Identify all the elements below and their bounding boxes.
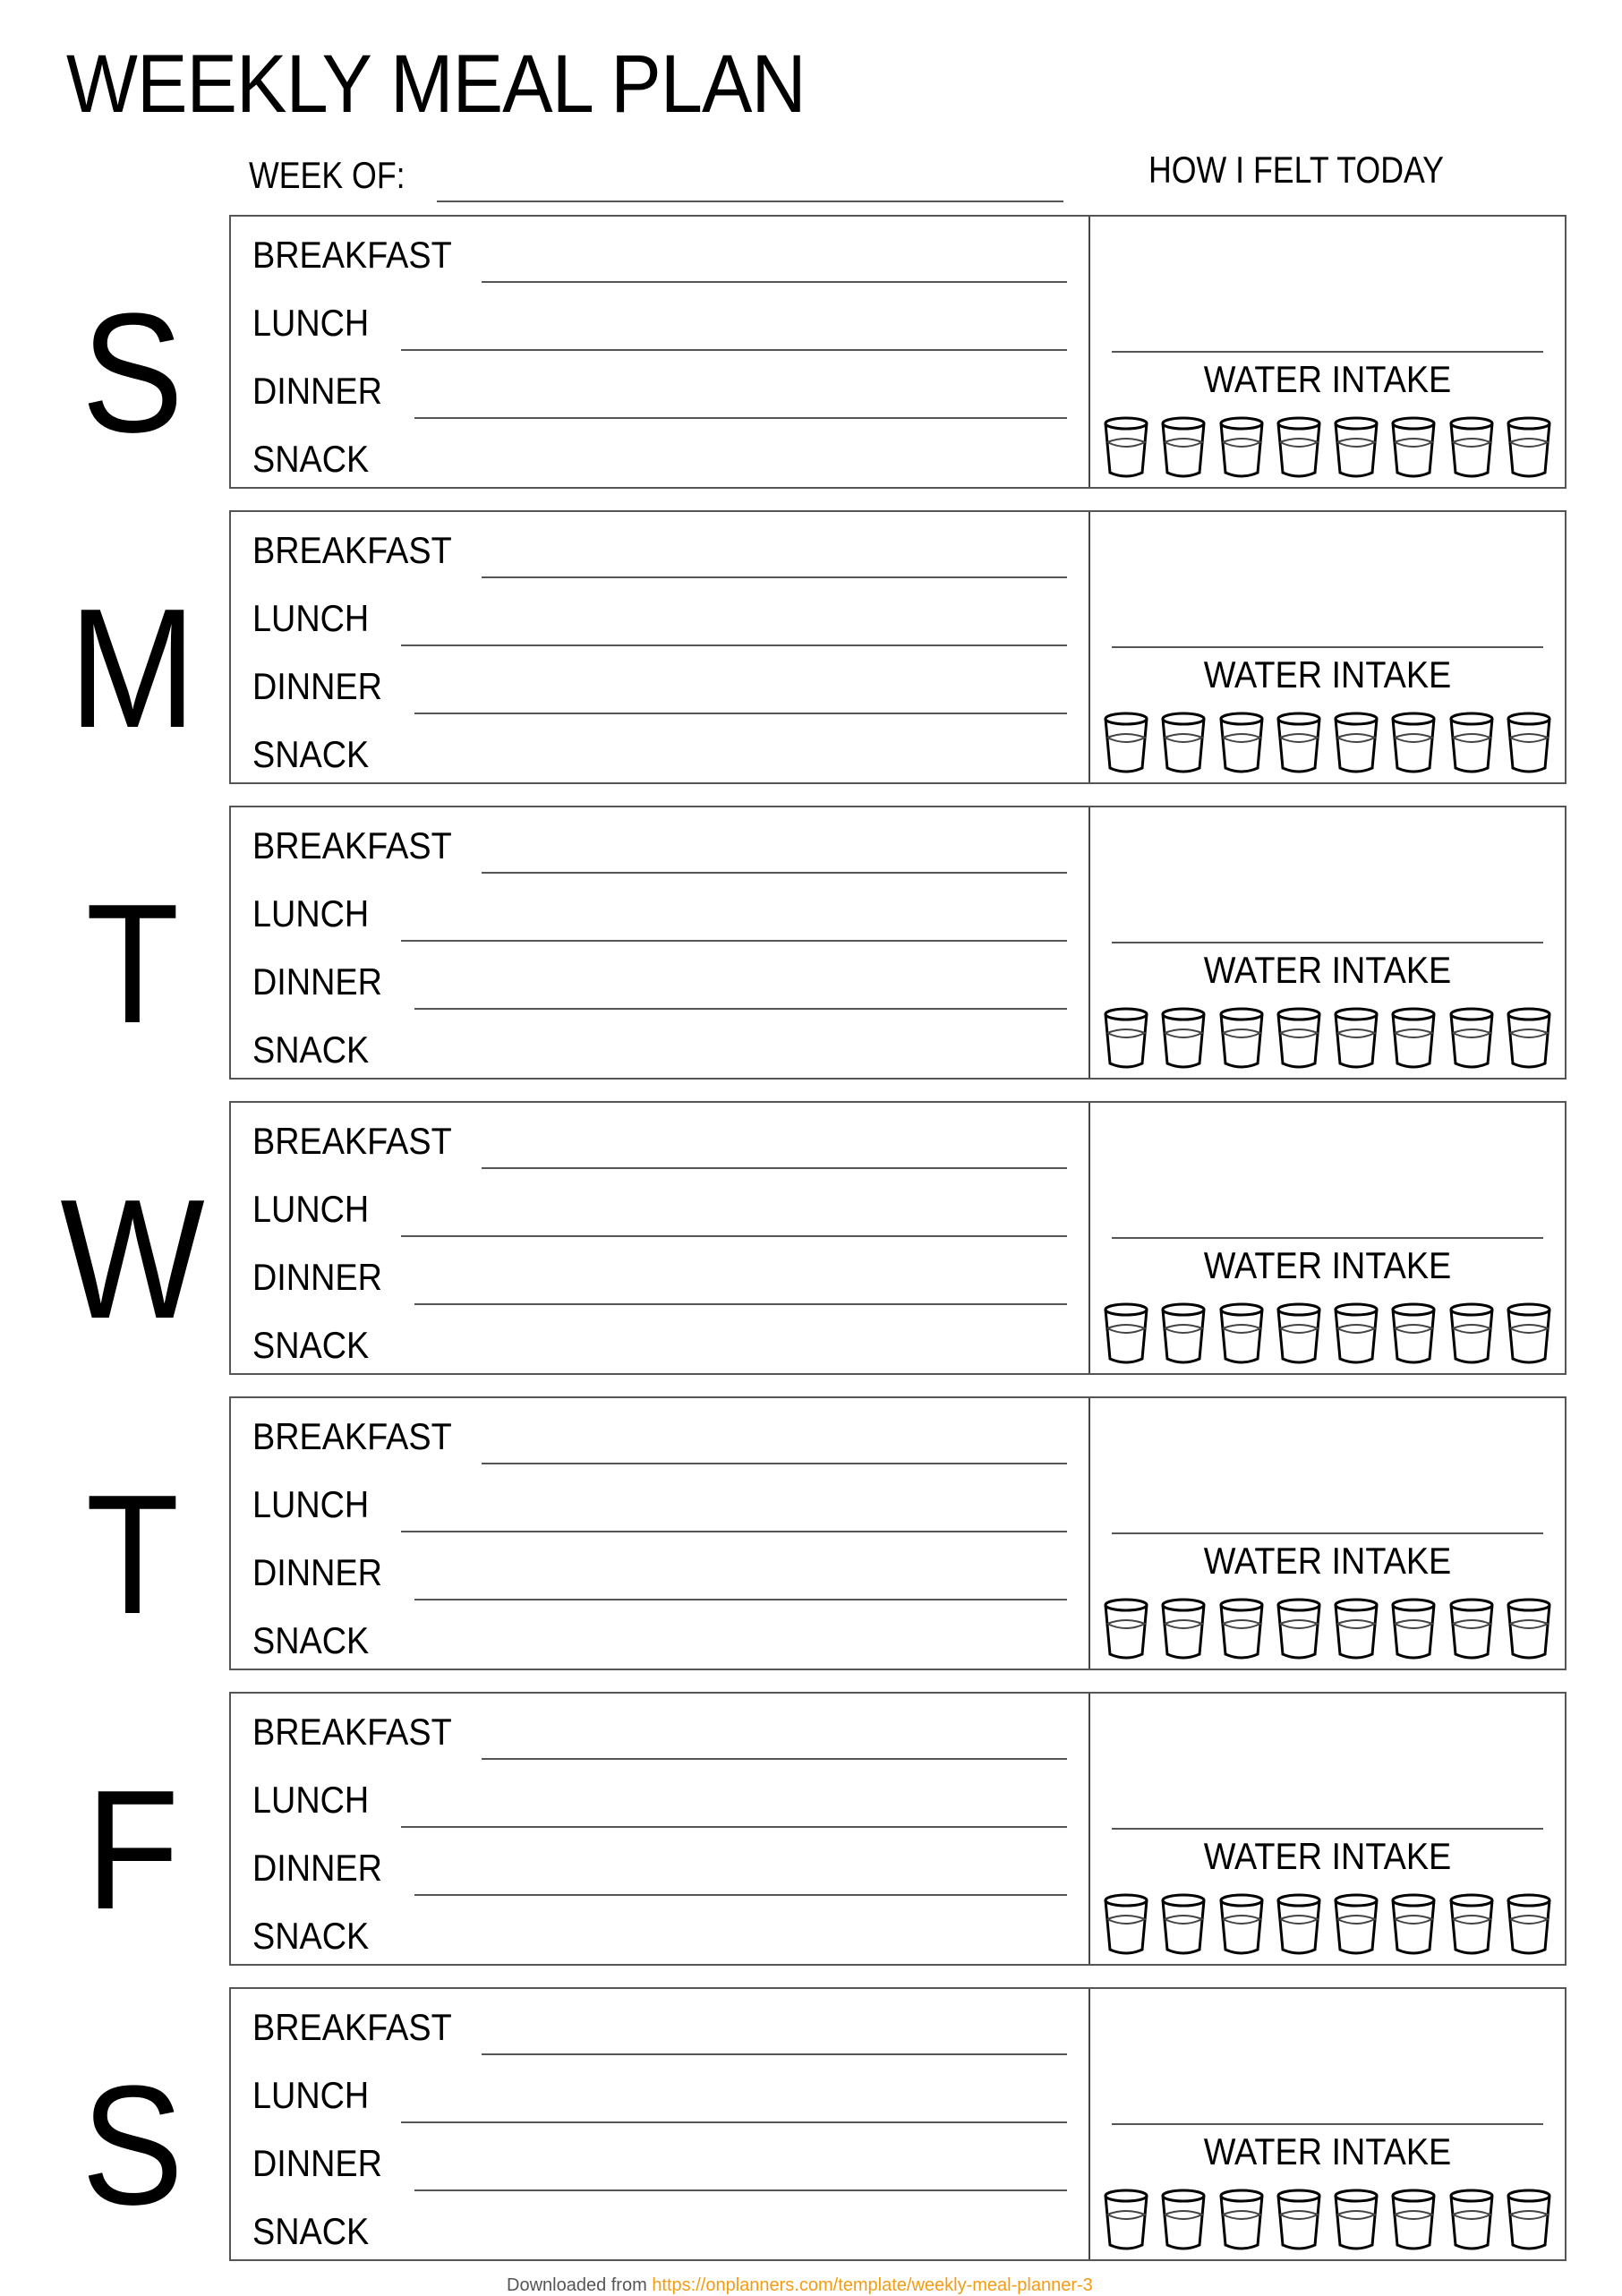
meal-label-snack: SNACK — [252, 438, 370, 480]
meal-label-dinner: DINNER — [252, 960, 382, 1003]
water-glass-icon[interactable] — [1218, 1892, 1265, 1957]
meal-label-breakfast: BREAKFAST — [252, 1415, 452, 1457]
water-glass-icon[interactable] — [1103, 415, 1149, 480]
water-glass-icon[interactable] — [1160, 415, 1207, 480]
water-glass-icon[interactable] — [1103, 1892, 1149, 1957]
felt-field[interactable] — [1112, 646, 1543, 648]
water-glass-icon[interactable] — [1390, 415, 1437, 480]
meals-section — [231, 512, 1090, 782]
day-letter: F — [85, 1755, 180, 1945]
water-glass-icon[interactable] — [1103, 711, 1149, 775]
meal-field-breakfast[interactable] — [482, 1167, 1067, 1169]
meal-label-dinner: DINNER — [252, 2142, 382, 2184]
meal-label-lunch: LUNCH — [252, 892, 370, 935]
felt-section — [1090, 1398, 1565, 1669]
day-letter: T — [85, 1460, 180, 1650]
water-glasses — [1103, 415, 1552, 480]
water-glass-icon[interactable] — [1506, 1597, 1552, 1661]
water-glass-icon[interactable] — [1448, 415, 1495, 480]
meal-label-dinner: DINNER — [252, 1256, 382, 1298]
water-glass-icon[interactable] — [1448, 1006, 1495, 1071]
meal-label-snack: SNACK — [252, 1324, 370, 1366]
water-glass-icon[interactable] — [1448, 711, 1495, 775]
felt-field[interactable] — [1112, 1532, 1543, 1534]
meal-field-breakfast[interactable] — [482, 1463, 1067, 1464]
water-glass-icon[interactable] — [1218, 1006, 1265, 1071]
felt-field[interactable] — [1112, 351, 1543, 353]
water-glass-icon[interactable] — [1333, 1892, 1379, 1957]
water-glass-icon[interactable] — [1390, 2188, 1437, 2252]
meal-label-breakfast: BREAKFAST — [252, 2006, 452, 2048]
felt-section — [1090, 512, 1565, 782]
meal-label-breakfast: BREAKFAST — [252, 1711, 452, 1753]
water-glass-icon[interactable] — [1448, 1597, 1495, 1661]
water-glass-icon[interactable] — [1218, 1597, 1265, 1661]
meal-field-lunch[interactable] — [401, 940, 1067, 942]
day-block-monday — [68, 510, 1567, 784]
water-glasses — [1103, 1006, 1552, 1071]
meal-field-dinner[interactable] — [414, 1008, 1067, 1010]
page-title: WEEKLY MEAL PLAN — [66, 38, 806, 130]
meal-field-dinner[interactable] — [414, 1599, 1067, 1600]
water-glass-icon[interactable] — [1448, 1892, 1495, 1957]
water-glass-icon[interactable] — [1506, 415, 1552, 480]
water-glass-icon[interactable] — [1276, 1597, 1322, 1661]
footer-link[interactable]: https://onplanners.com/template/weekly-meal-planner-3 — [652, 2275, 1093, 2295]
footer-prefix: Downloaded from — [507, 2275, 653, 2295]
meal-label-dinner: DINNER — [252, 1847, 382, 1889]
water-glass-icon[interactable] — [1218, 1302, 1265, 1366]
water-glasses — [1103, 1302, 1552, 1366]
felt-section — [1090, 217, 1565, 487]
water-glass-icon[interactable] — [1103, 1302, 1149, 1366]
water-glass-icon[interactable] — [1506, 711, 1552, 775]
meal-label-snack: SNACK — [252, 2210, 370, 2252]
meal-label-lunch: LUNCH — [252, 1483, 370, 1525]
meal-label-breakfast: BREAKFAST — [252, 234, 452, 276]
water-glass-icon[interactable] — [1390, 1597, 1437, 1661]
day-block-saturday — [81, 1987, 1567, 2261]
water-intake-label: WATER INTAKE — [1203, 653, 1452, 696]
meal-field-lunch[interactable] — [401, 1235, 1067, 1237]
day-letter: S — [81, 2051, 184, 2241]
meal-label-lunch: LUNCH — [252, 2074, 370, 2116]
meal-label-breakfast: BREAKFAST — [252, 824, 452, 866]
meals-section — [231, 217, 1090, 487]
meal-label-lunch: LUNCH — [252, 302, 370, 344]
week-of-field[interactable] — [437, 201, 1063, 202]
water-intake-label: WATER INTAKE — [1203, 949, 1452, 991]
meal-field-dinner[interactable] — [414, 1894, 1067, 1896]
meal-field-lunch[interactable] — [401, 1826, 1067, 1828]
water-glass-icon[interactable] — [1448, 1302, 1495, 1366]
meal-label-lunch: LUNCH — [252, 1779, 370, 1821]
water-glass-icon[interactable] — [1390, 1302, 1437, 1366]
water-glass-icon[interactable] — [1448, 2188, 1495, 2252]
felt-section — [1090, 1694, 1565, 1964]
meal-field-lunch[interactable] — [401, 2121, 1067, 2123]
water-glass-icon[interactable] — [1276, 711, 1322, 775]
water-glass-icon[interactable] — [1390, 1006, 1437, 1071]
water-glass-icon[interactable] — [1506, 1006, 1552, 1071]
day-block-friday — [85, 1692, 1567, 1966]
water-glass-icon[interactable] — [1160, 1006, 1207, 1071]
day-block-sunday — [81, 215, 1567, 489]
water-glass-icon[interactable] — [1506, 1892, 1552, 1957]
water-glass-icon[interactable] — [1276, 2188, 1322, 2252]
meals-section — [231, 1989, 1090, 2259]
meal-field-dinner[interactable] — [414, 417, 1067, 419]
water-intake-label: WATER INTAKE — [1203, 1244, 1452, 1286]
felt-field[interactable] — [1112, 2123, 1543, 2125]
water-glass-icon[interactable] — [1160, 1302, 1207, 1366]
meal-label-snack: SNACK — [252, 733, 370, 775]
water-glass-icon[interactable] — [1390, 1892, 1437, 1957]
water-intake-label: WATER INTAKE — [1203, 1540, 1452, 1582]
water-glass-icon[interactable] — [1160, 2188, 1207, 2252]
meals-section — [231, 1398, 1090, 1669]
water-glass-icon[interactable] — [1218, 711, 1265, 775]
day-letter: T — [85, 869, 180, 1059]
meal-field-lunch[interactable] — [401, 1531, 1067, 1532]
how-i-felt-heading: HOW I FELT TODAY — [1148, 149, 1444, 191]
water-glass-icon[interactable] — [1333, 711, 1379, 775]
day-letter: S — [81, 278, 184, 468]
water-glass-icon[interactable] — [1333, 415, 1379, 480]
day-letter: M — [68, 574, 197, 764]
water-glass-icon[interactable] — [1506, 1302, 1552, 1366]
water-glass-icon[interactable] — [1218, 415, 1265, 480]
water-glass-icon[interactable] — [1276, 1006, 1322, 1071]
water-glasses — [1103, 711, 1552, 775]
felt-field[interactable] — [1112, 942, 1543, 943]
meal-field-breakfast[interactable] — [482, 1758, 1067, 1760]
water-glasses — [1103, 1597, 1552, 1661]
water-glass-icon[interactable] — [1160, 1597, 1207, 1661]
water-glass-icon[interactable] — [1160, 711, 1207, 775]
felt-field[interactable] — [1112, 1237, 1543, 1239]
meal-label-snack: SNACK — [252, 1619, 370, 1661]
meal-label-dinner: DINNER — [252, 370, 382, 412]
meal-label-snack: SNACK — [252, 1915, 370, 1957]
water-glass-icon[interactable] — [1160, 1892, 1207, 1957]
felt-field[interactable] — [1112, 1828, 1543, 1830]
meal-field-breakfast[interactable] — [482, 576, 1067, 578]
water-glass-icon[interactable] — [1390, 711, 1437, 775]
water-glass-icon[interactable] — [1333, 1006, 1379, 1071]
meals-section — [231, 807, 1090, 1078]
water-glass-icon[interactable] — [1276, 415, 1322, 480]
water-glass-icon[interactable] — [1333, 2188, 1379, 2252]
water-intake-label: WATER INTAKE — [1203, 358, 1452, 400]
meal-label-dinner: DINNER — [252, 665, 382, 707]
meal-label-breakfast: BREAKFAST — [252, 529, 452, 571]
water-glass-icon[interactable] — [1333, 1302, 1379, 1366]
meal-field-dinner[interactable] — [414, 713, 1067, 714]
water-glass-icon[interactable] — [1218, 2188, 1265, 2252]
water-glasses — [1103, 2188, 1552, 2252]
day-block-wednesday — [60, 1101, 1567, 1375]
meals-section — [231, 1103, 1090, 1373]
meal-field-dinner[interactable] — [414, 2189, 1067, 2191]
footer — [507, 2275, 1093, 2296]
water-intake-label: WATER INTAKE — [1203, 2130, 1452, 2172]
meals-section — [231, 1694, 1090, 1964]
day-block-thursday — [85, 1396, 1567, 1670]
meal-field-dinner[interactable] — [414, 1303, 1067, 1305]
day-letter: W — [60, 1165, 205, 1354]
meal-label-lunch: LUNCH — [252, 597, 370, 639]
meal-field-breakfast[interactable] — [482, 872, 1067, 874]
water-glass-icon[interactable] — [1103, 1597, 1149, 1661]
week-of-label: WEEK OF: — [249, 154, 406, 196]
water-glass-icon[interactable] — [1103, 2188, 1149, 2252]
day-block-tuesday — [85, 806, 1567, 1080]
meal-label-snack: SNACK — [252, 1029, 370, 1071]
water-glass-icon[interactable] — [1333, 1597, 1379, 1661]
meal-label-lunch: LUNCH — [252, 1188, 370, 1230]
water-glass-icon[interactable] — [1103, 1006, 1149, 1071]
water-glasses — [1103, 1892, 1552, 1957]
water-glass-icon[interactable] — [1276, 1892, 1322, 1957]
meal-field-lunch[interactable] — [401, 644, 1067, 646]
felt-section — [1090, 1989, 1565, 2259]
meal-label-breakfast: BREAKFAST — [252, 1120, 452, 1162]
felt-section — [1090, 807, 1565, 1078]
meal-label-dinner: DINNER — [252, 1551, 382, 1593]
water-glass-icon[interactable] — [1276, 1302, 1322, 1366]
water-glass-icon[interactable] — [1506, 2188, 1552, 2252]
meal-field-breakfast[interactable] — [482, 281, 1067, 283]
meal-field-lunch[interactable] — [401, 349, 1067, 351]
meal-field-breakfast[interactable] — [482, 2053, 1067, 2055]
water-intake-label: WATER INTAKE — [1203, 1835, 1452, 1877]
felt-section — [1090, 1103, 1565, 1373]
